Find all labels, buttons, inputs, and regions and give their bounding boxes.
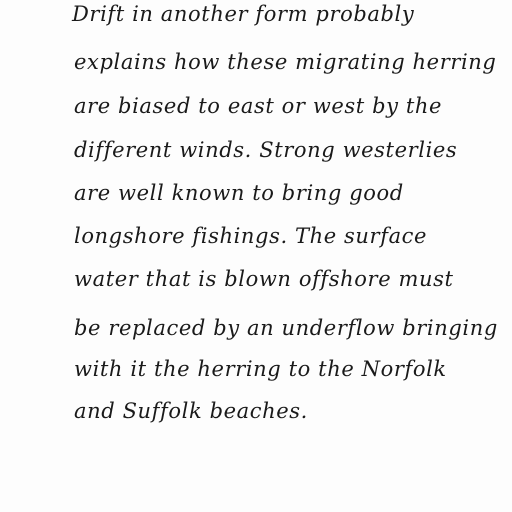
text-line: are biased to east or west by the: [74, 94, 443, 118]
text-line: Drift in another form probably: [72, 2, 415, 26]
text-line: different winds. Strong westerlies: [74, 138, 458, 162]
text-line: and Suffolk beaches.: [74, 399, 308, 423]
text-line: water that is blown offshore must: [74, 267, 454, 291]
text-line: explains how these migrating herring: [74, 50, 497, 74]
text-line: are well known to bring good: [74, 181, 404, 205]
text-line: be replaced by an underflow bringing: [74, 316, 498, 340]
text-line: with it the herring to the Norfolk: [74, 357, 447, 381]
text-line: longshore fishings. The surface: [74, 224, 428, 248]
